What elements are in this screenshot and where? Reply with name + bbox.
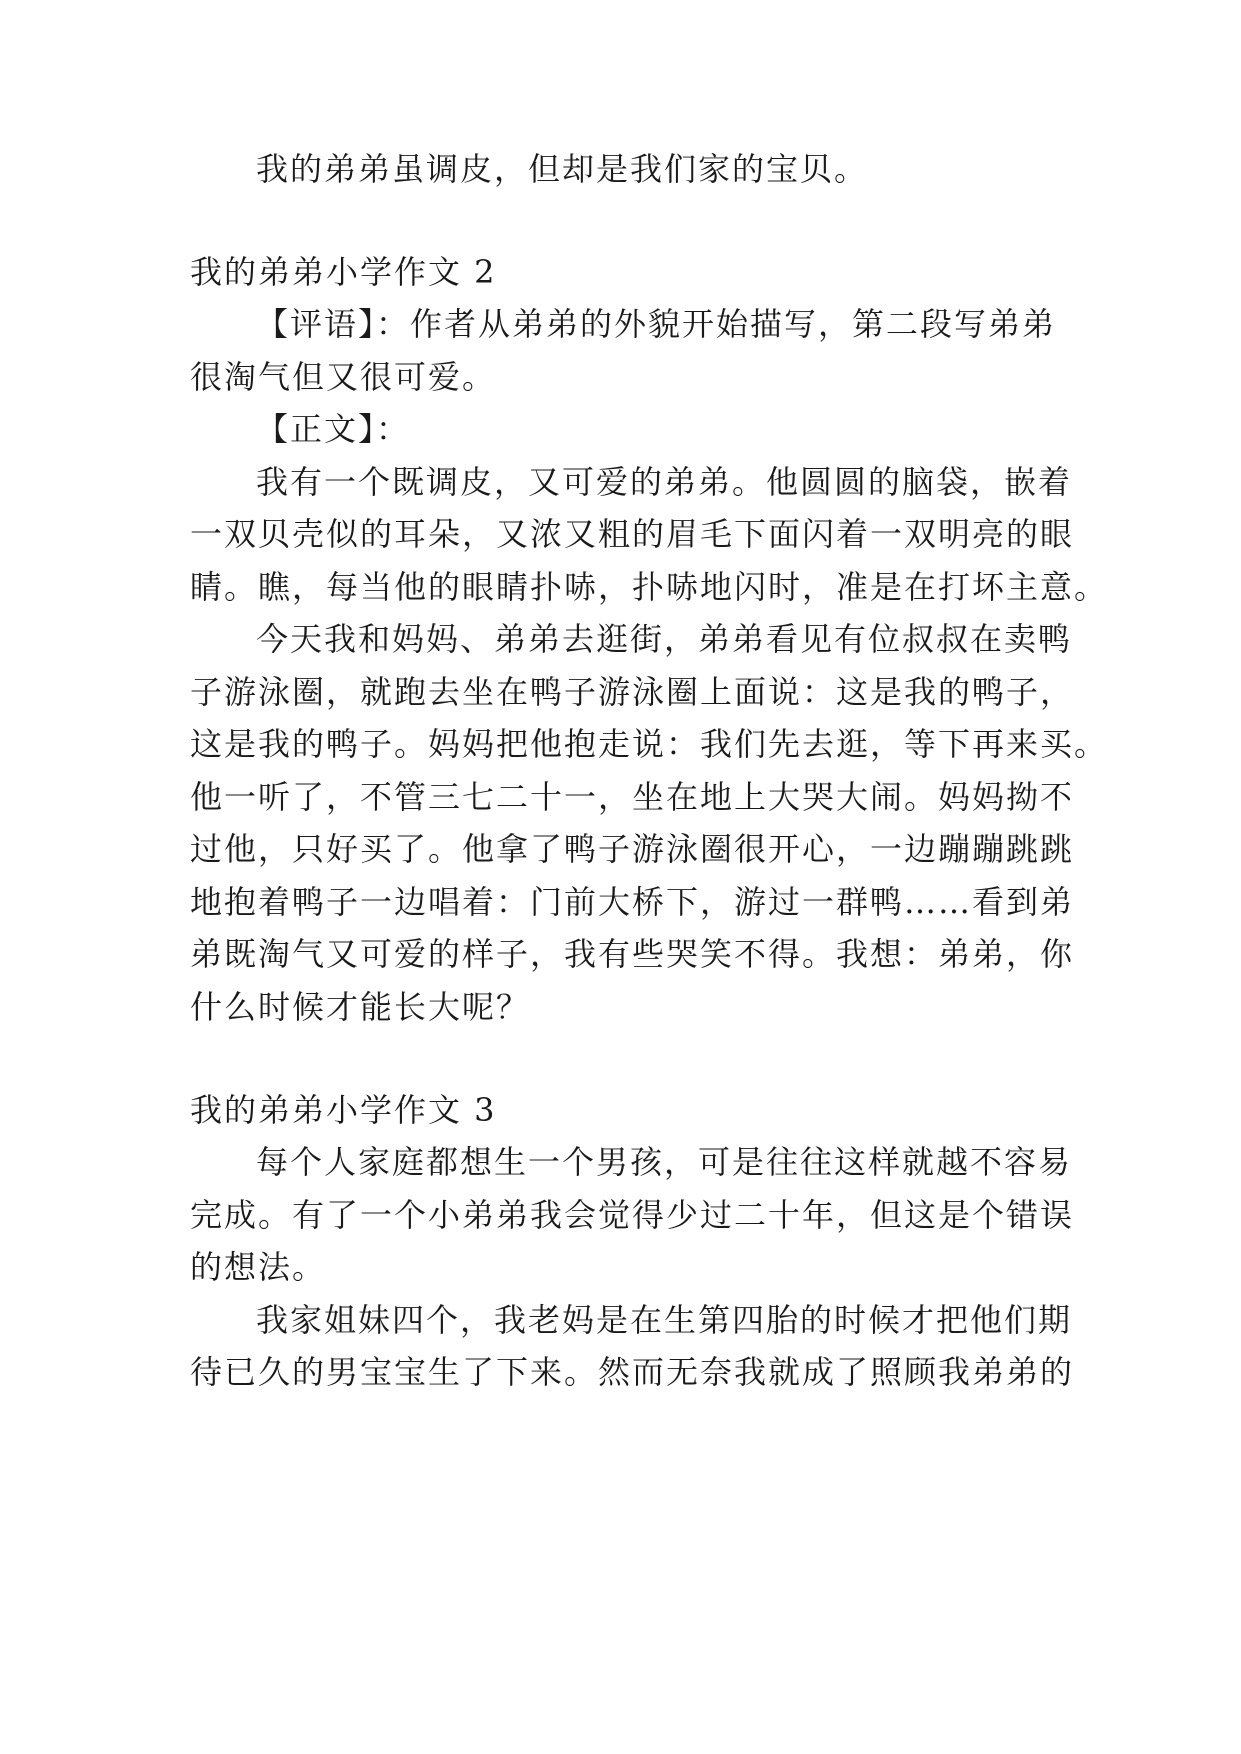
paragraph-line: 过他，只好买了。他拿了鸭子游泳圈很开心，一边蹦蹦跳跳 xyxy=(190,830,1075,868)
paragraph-line: 今天我和妈妈、弟弟去逛街，弟弟看见有位叔叔在卖鸭 xyxy=(256,620,1073,658)
paragraph-line: 弟既淘气又可爱的样子，我有些哭笑不得。我想：弟弟，你 xyxy=(190,935,1075,973)
paragraph-line: 完成。有了一个小弟弟我会觉得少过二十年，但这是个错误 xyxy=(190,1196,1075,1234)
paragraph-line: 的想法。 xyxy=(190,1248,327,1286)
paragraph-line: 很淘气但又很可爱。 xyxy=(190,358,497,396)
paragraph-line: 子游泳圈，就跑去坐在鸭子游泳圈上面说：这是我的鸭子， xyxy=(190,673,1075,711)
paragraph-line: 我的弟弟虽调皮，但却是我们家的宝贝。 xyxy=(256,150,869,188)
paragraph-line: 一双贝壳似的耳朵，又浓又粗的眉毛下面闪着一双明亮的眼 xyxy=(190,515,1075,553)
paragraph-line: 我家姐妹四个，我老妈是在生第四胎的时候才把他们期 xyxy=(256,1301,1073,1339)
section-title: 我的弟弟小学作文 2 xyxy=(190,253,497,291)
paragraph-line: 他一听了，不管三七二十一，坐在地上大哭大闹。妈妈拗不 xyxy=(190,778,1075,816)
paragraph-line: 【正文】： xyxy=(256,410,411,448)
paragraph-line: 睛。瞧，每当他的眼睛扑哧，扑哧地闪时，准是在打坏主意。 xyxy=(190,568,1109,606)
section-title: 我的弟弟小学作文 3 xyxy=(190,1091,497,1129)
paragraph-line: 什么时候才能长大呢？ xyxy=(190,988,531,1026)
paragraph-line: 地抱着鸭子一边唱着：门前大桥下，游过一群鸭……看到弟 xyxy=(190,883,1075,921)
paragraph-line: 每个人家庭都想生一个男孩，可是往往这样就越不容易 xyxy=(256,1143,1073,1181)
paragraph-line: 待已久的男宝宝生了下来。然而无奈我就成了照顾我弟弟的 xyxy=(190,1353,1075,1391)
paragraph-line: 我有一个既调皮，又可爱的弟弟。他圆圆的脑袋，嵌着 xyxy=(256,463,1073,501)
paragraph-line: 这是我的鸭子。妈妈把他抱走说：我们先去逛，等下再来买。 xyxy=(190,725,1109,763)
paragraph-line: 【评语】：作者从弟弟的外貌开始描写，第二段写弟弟 xyxy=(256,305,1057,343)
